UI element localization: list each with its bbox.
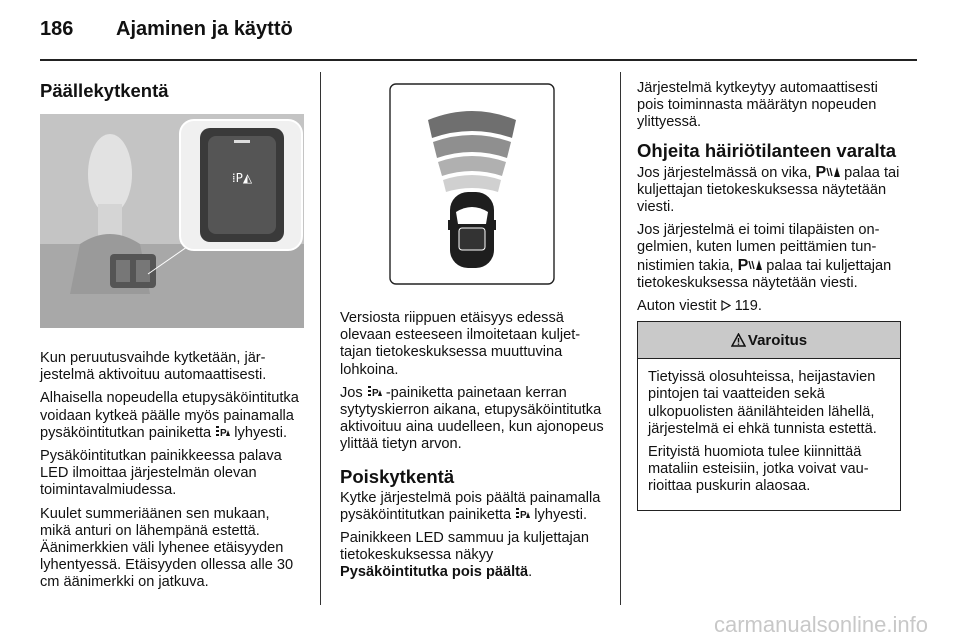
column-divider-2	[620, 72, 621, 605]
paragraph: Järjestelmä kytkeytyy automaattisesti pois toiminnasta määrätyn nopeuden ylittyessä.	[637, 80, 878, 131]
column-divider-1	[320, 72, 321, 605]
column-3	[637, 80, 901, 511]
section-heading-deactivation: Poiskytkentä	[340, 465, 455, 487]
paragraph: Painikkeen LED sammuu ja kuljettajan tietokeskuksessa näkyy Pysäköintitutka pois päältä.	[340, 530, 590, 581]
paragraph: Jos järjestelmässä on vika, P palaa tai kuljettajan tietokeskuksessa näytetään viesti.	[637, 163, 900, 216]
watermark: carmanualsonline.info	[713, 612, 928, 637]
distance-display-diagram	[340, 80, 604, 290]
svg-text:P: P	[520, 509, 527, 520]
parking-fault-icon: P	[815, 164, 840, 181]
parking-sensor-icon	[367, 385, 382, 398]
page-number: 186	[40, 18, 74, 40]
paragraph: Jos järjestelmä ei toimi tilapäisten ongelmien, kuten lumen peittämien tunnistimien takia, P palaa tai kuljettajan tietokeskuksessa näytetään viesti.	[637, 222, 892, 291]
warning-paragraph: Tietyissä olosuhteissa, heijastavien pintojen tai vaatteiden sekä ulkopuolisten äänilähteiden lähellä, järjestelmä ei ehkä tunnista estettä.	[648, 369, 877, 437]
warning-triangle-icon	[731, 333, 746, 347]
paragraph: Kuulet summeriäänen sen mukaan, mikä anturi on lähempänä estettä. Äänimerkkien väli lyhenee etäisyyden lyhentyessä. Etäisyyden ollessa alle 30 cm äänimerkki on jatkuva.	[40, 505, 294, 591]
warning-box	[637, 321, 901, 510]
paragraph: Pysäköintitutkan painikkeessa palava LED ilmoittaa järjestelmän olevan toimintavalmiudessa.	[40, 448, 282, 499]
section-heading-fault: Ohjeita häiriötilanteen varalta	[637, 139, 897, 161]
page-reference-icon	[721, 300, 731, 311]
display-message: Pysäköintitutka pois päältä	[340, 564, 529, 581]
header-rule	[40, 59, 917, 61]
column-2	[340, 80, 604, 588]
warning-paragraph: Erityistä huomiota tulee kiinnittää mataliin esteisiin, jotka voivat vaurioittaa puskurin alaosaa.	[648, 444, 869, 495]
paragraph: Kun peruutusvaihde kytketään, järjestelmä aktivoituu automaattisesti.	[40, 350, 267, 384]
parking-sensor-icon	[515, 507, 530, 520]
warning-body	[638, 359, 900, 509]
section-heading-activation: Päällekytkentä	[40, 80, 169, 101]
warning-header	[638, 322, 900, 359]
warning-title: Varoitus	[747, 331, 808, 349]
parking-button-photo	[40, 114, 304, 328]
parking-fault-icon: P	[738, 257, 763, 274]
parking-sensor-icon	[215, 425, 230, 438]
column-1	[40, 80, 304, 598]
paragraph: Alhaisella nopeudella etupysäköintitutka voidaan kytkeä päälle myös painamalla pysäköintitutkan painiketta P lyhyesti.	[40, 390, 299, 441]
svg-text:⁞P◭: ⁞P◭	[231, 171, 253, 185]
svg-text:P: P	[371, 387, 379, 398]
svg-text:P: P	[220, 427, 227, 438]
paragraph: Jos P -painiketta painetaan kerran sytytyskierron aikana, etupysäköintitutka aktivoituu aina uudelleen, kun ajonopeus ylittää tietyn arvon.	[340, 384, 604, 453]
paragraph: Versiosta riippuen etäisyys edessä olevaan esteeseen ilmoitetaan kuljettajan tietokeskuksessa muuttuvina lohkoina.	[340, 310, 581, 378]
page-reference[interactable]: 119	[734, 298, 758, 315]
paragraph: Kytke järjestelmä pois päältä painamalla pysäköintitutkan painiketta P lyhyesti.	[340, 489, 601, 523]
page-title: Ajaminen ja käyttö	[116, 18, 293, 40]
paragraph: Auton viestit 119.	[637, 298, 762, 315]
